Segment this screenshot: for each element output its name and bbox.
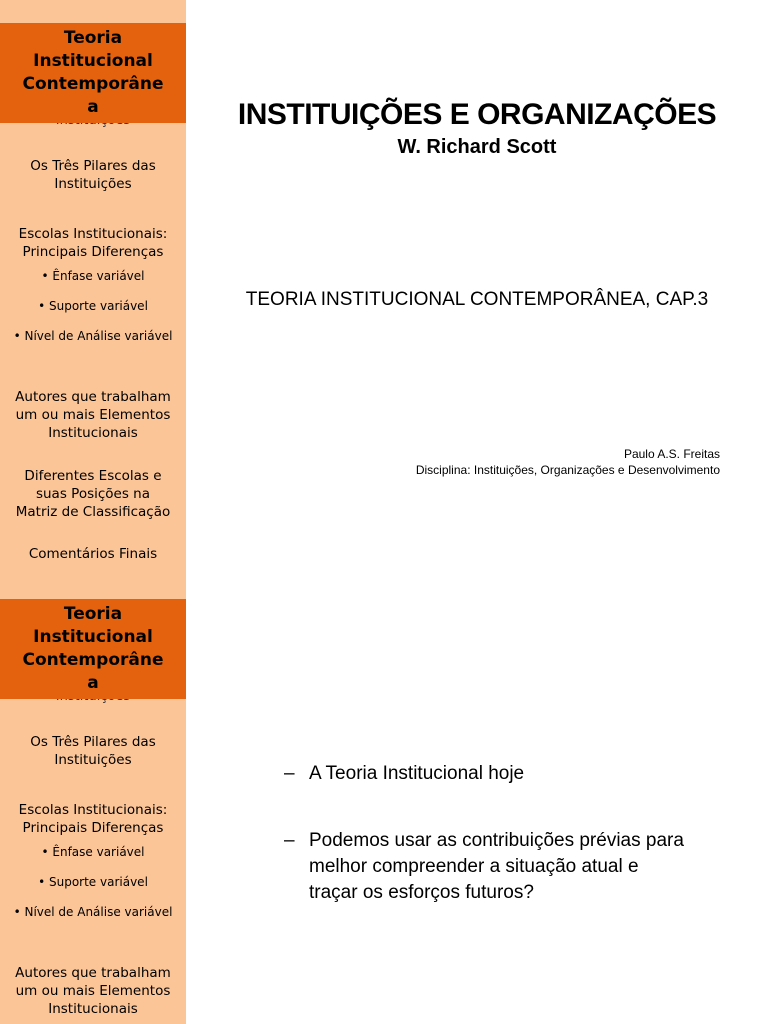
sidebar-item-diferentes-escolas[interactable]: Diferentes Escolas e suas Posições na Matriz de Classificação xyxy=(15,468,171,520)
sidebar-subitem-suporte[interactable]: • Suporte variável xyxy=(38,875,148,889)
author-name: Paulo A.S. Freitas xyxy=(623,447,720,461)
chapter-heading: TEORIA INSTITUCIONAL CONTEMPORÂNEA, CAP.3 xyxy=(245,289,709,310)
sidebar-header xyxy=(0,23,186,123)
sidebar xyxy=(0,0,186,576)
sidebar-subitem-suporte[interactable]: • Suporte variável xyxy=(38,299,148,313)
bullet-dash: – xyxy=(284,763,295,784)
sidebar-subitem-enfase[interactable]: • Ênfase variável xyxy=(41,269,145,283)
bullet-item xyxy=(284,761,724,787)
page-title: INSTITUIÇÕES E ORGANIZAÇÕES xyxy=(237,98,717,131)
sidebar-item-pilares[interactable]: Os Três Pilares das Instituições xyxy=(30,734,156,768)
sidebar-header-title: Teoria Institucional Contemporâne a xyxy=(22,28,164,117)
bullet-item xyxy=(284,828,724,906)
sidebar-subitem-nivel[interactable]: • Nível de Análise variável xyxy=(13,905,173,919)
page-subtitle: W. Richard Scott xyxy=(397,136,557,158)
sidebar-item-autores[interactable]: Autores que trabalham um ou mais Elementos Institucionais xyxy=(15,965,171,1017)
bullet-text: Podemos usar as contribuições prévias para melhor compreender a situação atual e traçar os esforços futuros? xyxy=(309,830,695,903)
bullet-dash: – xyxy=(284,830,295,851)
sidebar-subitem-nivel[interactable]: • Nível de Análise variável xyxy=(13,329,173,343)
sidebar xyxy=(0,576,186,1024)
sidebar-header xyxy=(0,599,186,699)
credits xyxy=(416,446,720,478)
bullet-text: A Teoria Institucional hoje xyxy=(309,763,525,784)
sidebar-item-escolas[interactable]: Escolas Institucionais: Principais Diferenças xyxy=(18,802,168,836)
sidebar-item-autores[interactable]: Autores que trabalham um ou mais Elementos Institucionais xyxy=(15,389,171,441)
sidebar-subitem-enfase[interactable]: • Ênfase variável xyxy=(41,845,145,859)
sidebar-item-escolas[interactable]: Escolas Institucionais: Principais Diferenças xyxy=(18,226,168,260)
sidebar-header-title: Teoria Institucional Contemporâne a xyxy=(22,604,164,693)
course-name: Disciplina: Instituições, Organizações e Desenvolvimento xyxy=(415,463,720,477)
sidebar-item-comentarios[interactable]: Comentários Finais xyxy=(28,546,158,562)
slide-2 xyxy=(0,576,768,1024)
sidebar-item-pilares[interactable]: Os Três Pilares das Instituições xyxy=(30,158,156,192)
